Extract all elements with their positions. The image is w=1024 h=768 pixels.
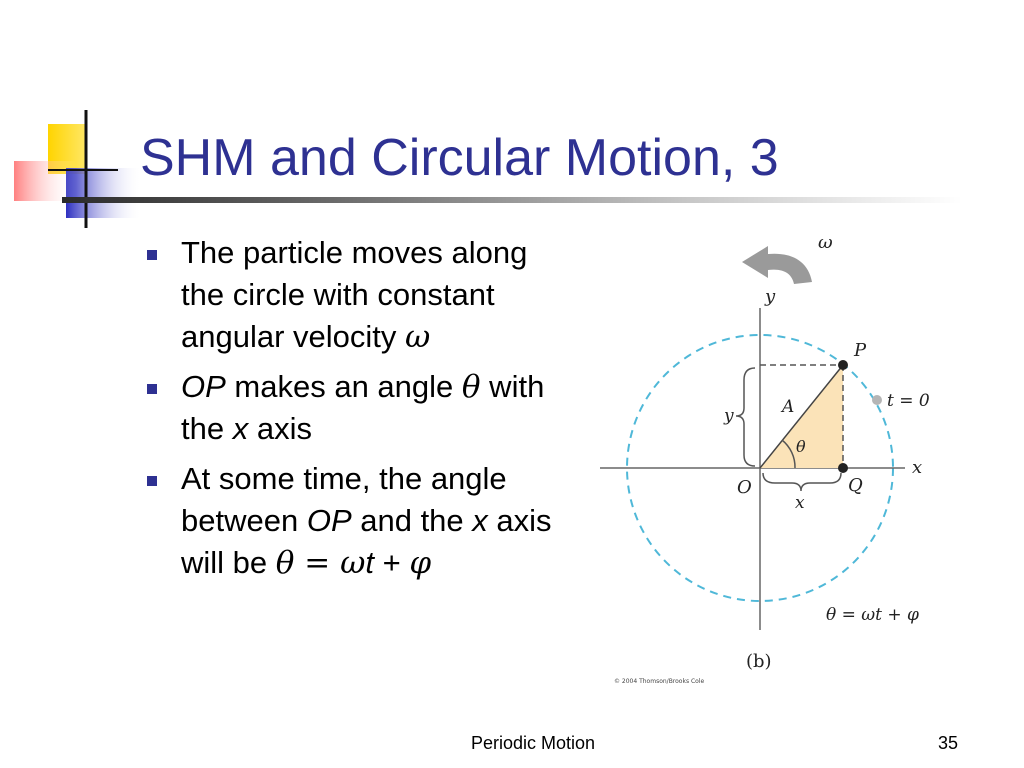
y-brace-label: y: [724, 406, 734, 426]
plus-sign: +: [374, 545, 410, 580]
figure-copyright: © 2004 Thomson/Brooks Cole: [614, 678, 705, 685]
bullet-text: with the: [181, 369, 545, 446]
panel-label: (b): [746, 651, 772, 672]
bullet-marker: [147, 476, 157, 486]
point-p: [838, 360, 848, 370]
bullet-marker: [147, 384, 157, 394]
y-brace: [736, 368, 755, 466]
point-t0: [872, 395, 882, 405]
x-axis-label: x: [912, 457, 923, 478]
angle-label: θ: [796, 437, 806, 456]
op-label: OP: [181, 369, 226, 404]
x-brace-label: x: [795, 493, 805, 513]
x-brace: [763, 473, 841, 491]
bullet-text: The particle moves along the circle with constant angular velocity: [181, 235, 528, 354]
bullet-item: [140, 366, 560, 450]
figure-equation: θ = ωt + φ: [826, 605, 919, 625]
circular-motion-figure: [590, 225, 970, 690]
footer-title: Periodic Motion: [471, 733, 596, 753]
phi-symbol: φ: [409, 545, 432, 581]
t0-label: t = 0: [887, 391, 930, 411]
rotation-arrow-icon: [742, 246, 812, 284]
bullet-text: axis: [248, 411, 312, 446]
omega-symbol: ω: [405, 319, 431, 355]
bullet-item: [140, 458, 560, 584]
t-variable: t: [365, 545, 375, 580]
title-divider: [62, 197, 962, 203]
bullet-item: [140, 232, 560, 358]
bullet-marker: [147, 250, 157, 260]
slide-title: SHM and Circular Motion, 3: [140, 129, 779, 187]
equation-lhs: θ = ω: [275, 545, 366, 581]
slide-logo: [0, 0, 150, 240]
page-number: 35: [938, 733, 959, 753]
bullet-text: makes an angle: [225, 369, 462, 404]
x-variable: x: [232, 411, 249, 446]
bullet-list: [140, 232, 560, 592]
point-q-label: Q: [848, 475, 863, 496]
bullet-text: and the: [351, 503, 473, 538]
op-label: OP: [306, 503, 352, 538]
y-axis-label: y: [765, 286, 776, 307]
point-q: [838, 463, 848, 473]
theta-symbol: θ: [461, 369, 481, 405]
bullet-text: axis will be: [181, 503, 552, 580]
omega-label: ω: [818, 232, 833, 253]
radius-label: A: [782, 397, 795, 417]
x-variable: x: [472, 503, 488, 538]
bullet-text: At some time, the angle between: [181, 461, 507, 538]
point-p-label: P: [854, 340, 867, 361]
origin-label: O: [737, 477, 752, 498]
